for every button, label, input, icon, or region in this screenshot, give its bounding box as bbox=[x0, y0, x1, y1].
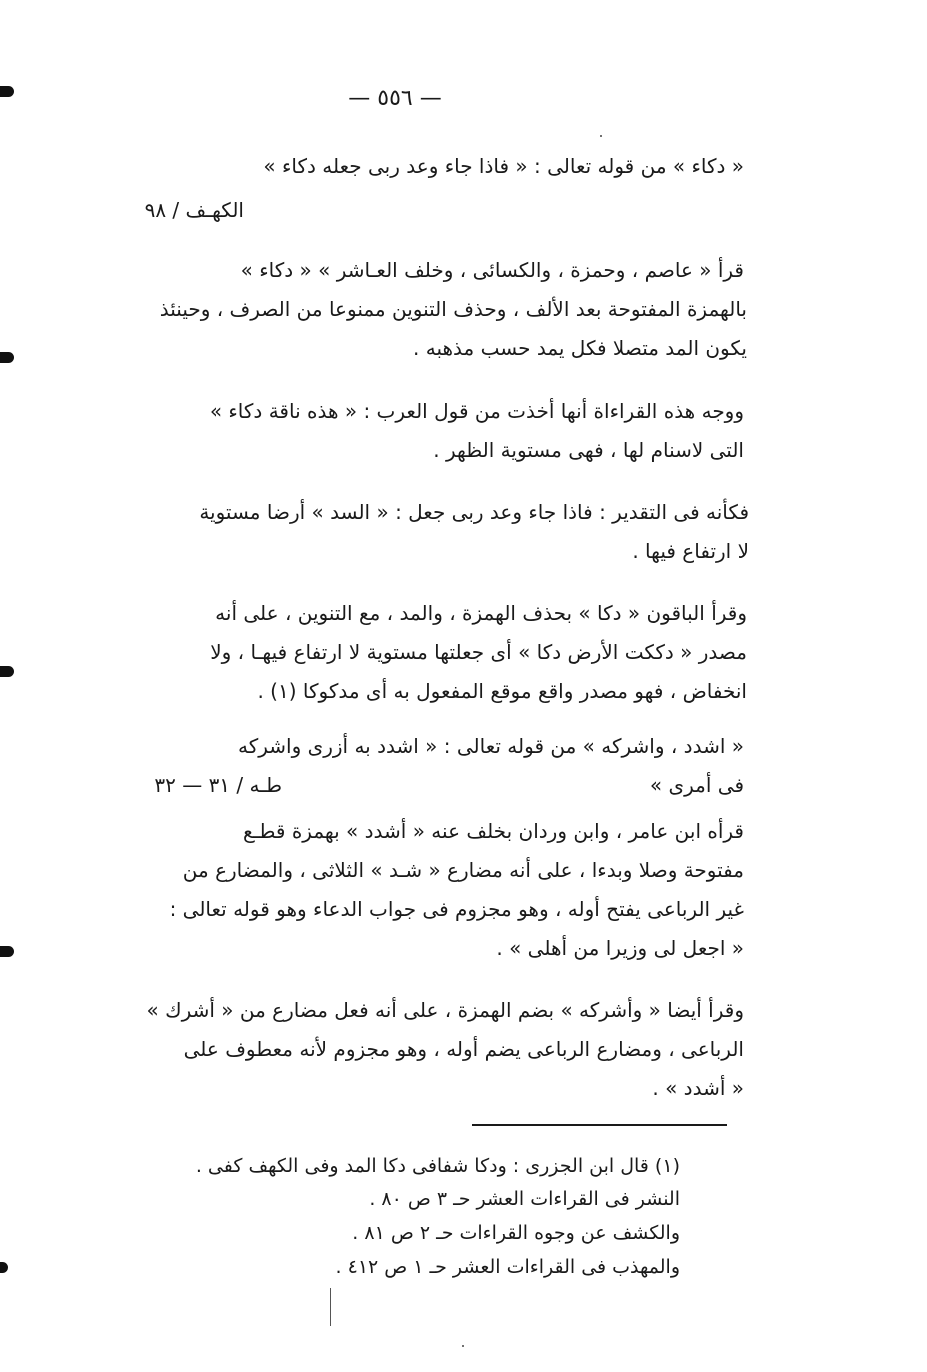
text-line: وقرأ الباقون « دكا » بحذف الهمزة ، والمد ، مع التنوين ، على أنه bbox=[215, 601, 747, 625]
text-line: لا ارتفاع فيها . bbox=[632, 539, 749, 563]
text-line: قرأه ابن عامر ، وابن وردان بخلف عنه « أشدد » بهمزة قطـع bbox=[243, 819, 744, 843]
binding-hole-mark bbox=[0, 1262, 8, 1273]
text-line: « أشدد » . bbox=[652, 1076, 744, 1100]
speck bbox=[600, 135, 602, 137]
text-line: فكأنه فى التقدير : فاذا جاء وعد ربى جعل : « السد » أرضا مستوية bbox=[199, 500, 749, 524]
text-line: وقرأ أيضا « وأشركه » بضم الهمزة ، على أنه فعل مضارع من « أشرك » bbox=[146, 998, 744, 1022]
text-line: يكون المد متصلا فكل يمد حسب مذهبه . bbox=[413, 336, 747, 360]
page-number: — ٥٥٦ — bbox=[348, 86, 442, 111]
text-line: بالهمزة المفتوحة بعد الألف ، وحذف التنوين ممنوعا من الصرف ، وحينئذ bbox=[159, 297, 747, 321]
text-line: « دكاء » من قوله تعالى : « فاذا جاء وعد ربى جعله دكاء » bbox=[263, 154, 744, 178]
footnote-line: والمهذب فى القراءات العشر حـ ١ ص ٤١٢ . bbox=[335, 1256, 680, 1278]
footnote-separator bbox=[472, 1124, 727, 1126]
text-line: غير الرباعى يفتح أوله ، وهو مجزوم فى جواب الدعاء وهو قوله تعالى : bbox=[169, 897, 744, 921]
footnote-line: والكشف عن وجوه القراءات حـ ٢ ص ٨١ . bbox=[352, 1222, 680, 1244]
speck bbox=[462, 1345, 464, 1347]
text-line: قرأ « عاصم ، وحمزة ، والكسائى ، وخلف العـاشر » « دكاء » bbox=[240, 258, 744, 282]
text-line: « اجعل لى وزيرا من أهلى » . bbox=[496, 936, 744, 960]
binding-hole-mark bbox=[0, 946, 14, 957]
text-line: التى لاسنام لها ، فهى مستوية الظهر . bbox=[433, 438, 744, 462]
binding-hole-mark bbox=[0, 666, 14, 677]
binding-hole-mark bbox=[0, 352, 14, 363]
footnote-line: (١) قال ابن الجزرى : ودكا شفافى دكا المد وفى الكهف كفى . bbox=[195, 1155, 680, 1177]
text-line: الرباعى ، ومضارع الرباعى يضم أوله ، وهو مجزوم لأنه معطوف على bbox=[183, 1037, 744, 1061]
binding-hole-mark bbox=[0, 86, 14, 97]
scan-mark bbox=[330, 1288, 331, 1326]
text-line: الكهـف / ٩٨ bbox=[144, 198, 244, 222]
text-line: « اشدد ، واشركه » من قوله تعالى : « اشدد به أزرى واشركه bbox=[237, 734, 744, 758]
text-line: ووجه هذه القراءاة أنها أخذت من قول العرب : « هذه ناقة دكاء » bbox=[209, 399, 744, 423]
text-line: مصدر « دككت الأرض دكا » أى جعلتها مستوية لا ارتفاع فيهـا ، ولا bbox=[210, 640, 747, 664]
text-line: انخفاض ، فهو مصدر واقع موقع المفعول به أى مدكوكا (١) . bbox=[257, 679, 747, 703]
text-line: فى أمرى » bbox=[649, 773, 744, 797]
footnote-line: النشر فى القراءات العشر حـ ٣ ص ٨٠ . bbox=[369, 1188, 680, 1210]
text-line: طـه / ٣١ — ٣٢ bbox=[154, 773, 282, 797]
text-line: مفتوحة وصلا وبدءا ، على أنه مضارع « شـد » الثلاثى ، والمضارع من bbox=[182, 858, 744, 882]
